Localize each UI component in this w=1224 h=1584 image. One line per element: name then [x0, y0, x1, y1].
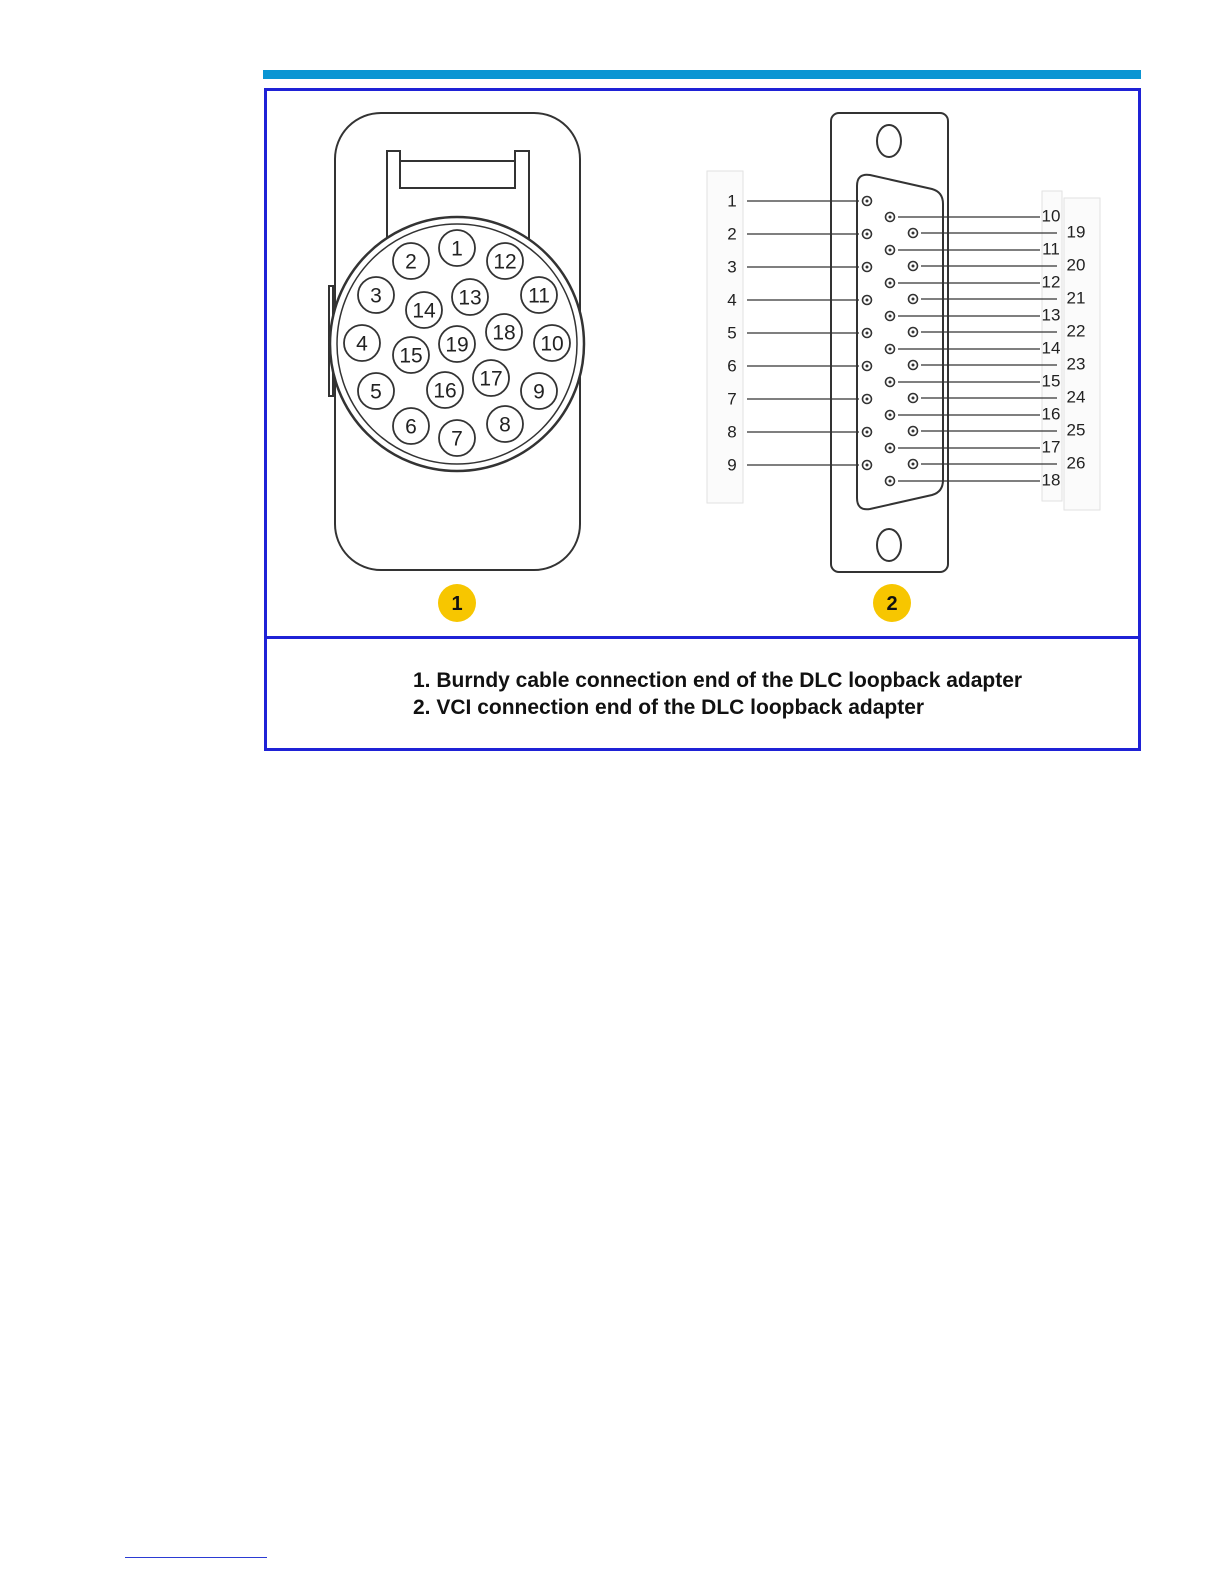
burndy-pin-label-1: 1 — [451, 237, 463, 261]
vci-label-3: 3 — [727, 257, 737, 277]
burndy-pin-label-14: 14 — [412, 299, 436, 323]
caption-line-2: 2. VCI connection end of the DLC loopback adapter — [413, 696, 925, 719]
burndy-pin-label-16: 16 — [433, 379, 457, 403]
vci-pin-dot-2 — [866, 233, 869, 236]
vci-label-4: 4 — [727, 290, 737, 310]
vci-label-26: 26 — [1066, 453, 1086, 473]
vci-label-10: 10 — [1041, 206, 1061, 226]
vci-pin-dot-3 — [866, 266, 869, 269]
vci-pin-dot-1 — [866, 200, 869, 203]
vci-pin-dot-22 — [912, 331, 915, 334]
vci-pin-dot-8 — [866, 431, 869, 434]
vci-label-23: 23 — [1066, 354, 1086, 374]
burndy-pin-label-19: 19 — [445, 333, 469, 357]
figure-frame — [264, 88, 1141, 751]
vci-label-13: 13 — [1041, 305, 1061, 325]
vci-pin-dot-25 — [912, 430, 915, 433]
vci-pin-dot-14 — [889, 348, 892, 351]
vci-pin-dot-6 — [866, 365, 869, 368]
vci-label-25: 25 — [1066, 420, 1086, 440]
vci-label-2: 2 — [727, 224, 737, 244]
callout-label-1: 1 — [451, 593, 463, 615]
vci-label-7: 7 — [727, 389, 737, 409]
vci-label-8: 8 — [727, 422, 737, 442]
burndy-pin-label-18: 18 — [492, 321, 516, 345]
vci-pin-dot-4 — [866, 299, 869, 302]
vci-label-5: 5 — [727, 323, 737, 343]
vci-pin-dot-23 — [912, 364, 915, 367]
vci-pin-dot-26 — [912, 463, 915, 466]
vci-pin-dot-18 — [889, 480, 892, 483]
vci-pin-dot-7 — [866, 398, 869, 401]
vci-pin-dot-5 — [866, 332, 869, 335]
vci-pin-dot-24 — [912, 397, 915, 400]
footer-rule — [125, 1557, 267, 1558]
vci-label-19: 19 — [1066, 222, 1086, 242]
vci-label-16: 16 — [1041, 404, 1061, 424]
vci-pin-dot-15 — [889, 381, 892, 384]
vci-pin-dot-17 — [889, 447, 892, 450]
callout-label-2: 2 — [886, 593, 898, 615]
vci-pin-dot-13 — [889, 315, 892, 318]
vci-label-21: 21 — [1066, 288, 1086, 308]
vci-label-12: 12 — [1041, 272, 1061, 292]
burndy-pin-label-2: 2 — [405, 250, 417, 274]
vci-label-15: 15 — [1041, 371, 1061, 391]
vci-pin-dot-9 — [866, 464, 869, 467]
vci-pin-dot-20 — [912, 265, 915, 268]
vci-label-14: 14 — [1041, 338, 1061, 358]
burndy-pin-label-11: 11 — [528, 284, 550, 308]
header-rule — [263, 70, 1141, 79]
burndy-pin-label-12: 12 — [493, 250, 517, 274]
vci-label-18: 18 — [1041, 470, 1061, 490]
vci-pin-dot-16 — [889, 414, 892, 417]
vci-pin-dot-12 — [889, 282, 892, 285]
burndy-pin-label-5: 5 — [370, 380, 382, 404]
vci-label-24: 24 — [1066, 387, 1086, 407]
burndy-pin-label-6: 6 — [405, 415, 417, 439]
burndy-pin-label-17: 17 — [479, 367, 503, 391]
vci-left-label-panel — [707, 171, 743, 503]
figure-caption — [413, 667, 1022, 721]
burndy-pin-label-8: 8 — [499, 413, 511, 437]
burndy-pin-label-7: 7 — [451, 427, 463, 451]
vci-pin-dot-10 — [889, 216, 892, 219]
figure-divider — [267, 636, 1138, 639]
vci-label-17: 17 — [1041, 437, 1061, 457]
connector-diagram — [267, 91, 1138, 636]
burndy-pin-label-9: 9 — [533, 380, 545, 404]
vci-label-20: 20 — [1066, 255, 1086, 275]
vci-label-22: 22 — [1066, 321, 1086, 341]
burndy-pin-label-10: 10 — [540, 332, 564, 356]
vci-label-1: 1 — [727, 191, 737, 211]
vci-pin-dot-11 — [889, 249, 892, 252]
vci-label-9: 9 — [727, 455, 737, 475]
vci-label-11: 11 — [1042, 239, 1060, 259]
vci-flange — [831, 113, 948, 572]
burndy-pin-label-3: 3 — [370, 284, 382, 308]
vci-pin-dot-21 — [912, 298, 915, 301]
burndy-pin-label-13: 13 — [458, 286, 482, 310]
vci-pin-dot-19 — [912, 232, 915, 235]
vci-label-6: 6 — [727, 356, 737, 376]
caption-line-1: 1. Burndy cable connection end of the DLC loopback adapter — [413, 669, 1023, 692]
burndy-pin-label-4: 4 — [356, 332, 368, 356]
burndy-pin-label-15: 15 — [399, 344, 423, 368]
